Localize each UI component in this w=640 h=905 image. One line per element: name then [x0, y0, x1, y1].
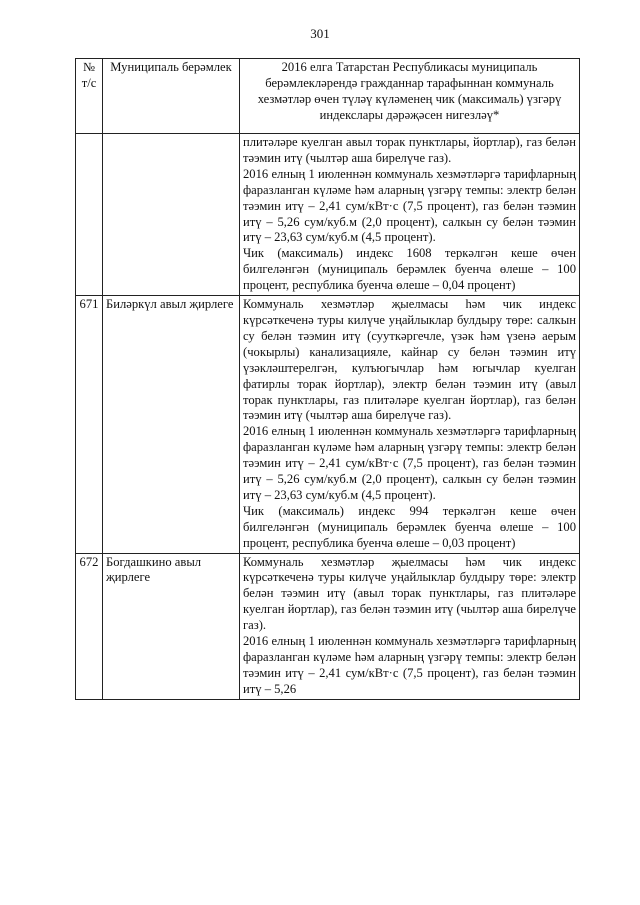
- row-description: [240, 553, 580, 699]
- paragraph: Коммуналь хезмәтләр җыелмасы һәм чик индекс күрсәткеченә туры килүче уңайлыклар булдыру төре: электр белән тәэмин итү (авыл торак пунктлары, газ плитәләре куелган йортлар), газ белән тәэмин итү (чылтәр аша бирелүче газ).: [243, 554, 576, 633]
- tariff-table: [75, 58, 580, 700]
- table-row: [76, 553, 580, 699]
- page-number: 301: [310, 26, 330, 41]
- paragraph: Коммуналь хезмәтләр җыелмасы һәм чик индекс күрсәткеченә туры килүче уңайлыклар булдыру төре: салкын су белән тәэмин итү (сууткәргечле, үзәк һәм үзенә аерым (чокырлы) канализацияле, кайнар су белән тәэмин итү үзәкләштерелгән, кулъюгычлар һәм югычлар куелган фатирлы торак йортлар), электр белән тәэмин итү (авыл торак пунктлары, газ плитәләре куелган йортлар), газ белән тәэмин итү (чылтәр аша бирелүче газ).: [243, 297, 576, 423]
- row-description: [240, 296, 580, 554]
- table-row: [76, 296, 580, 554]
- row-number: 671: [76, 296, 103, 554]
- paragraph: плитәләре куелган авыл торак пунктлары, йортлар), газ белән тәэмин итү (чылтәр аша бирелүче газ).: [243, 135, 576, 165]
- row-municipality: [103, 134, 240, 296]
- paragraph: 2016 елның 1 июленнән коммуналь хезмәтләргә тарифларның фаразланган күләме һәм аларның үзгәрү темпы: электр белән тәэмин итү – 2,41 сум/кВт·с (7,5 процент), газ белән тәэмин итү – 5,26 сум/куб.м (2,0 процент), салкын су белән тәэмин итү – 23,63 сум/куб.м (4,5 процент).: [243, 166, 576, 245]
- row-number: [76, 134, 103, 296]
- paragraph: 2016 елның 1 июленнән коммуналь хезмәтләргә тарифларның фаразланган күләме һәм аларның үзгәрү темпы: электр белән тәэмин итү – 2,41 сум/кВт·с (7,5 процент), газ белән тәэмин итү – 5,26 сум/куб.м (2,0 процент), салкын су белән тәэмин итү – 23,63 сум/куб.м (4,5 процент).: [243, 424, 576, 502]
- paragraph: Чик (максималь) индекс 994 теркәлгән кеше өчен билгеләнгән (муниципаль берәмлек буенча өлеше – 100 процент, республика буенча өлеше – 0,03 процент): [243, 503, 576, 550]
- header-description: 2016 елга Татарстан Республикасы муниципаль берәмлекләрендә гражданнар тарафыннан коммуналь хезмәтләр өчен түләү күләменең чик (максималь) үзгәрү индекслары дәрәҗәсен нигезләү*: [240, 59, 580, 134]
- header-municipality: Муниципаль берәмлек: [103, 59, 240, 134]
- table-row: [76, 134, 580, 296]
- row-description: [240, 134, 580, 296]
- paragraph: Чик (максималь) индекс 1608 теркәлгән кеше өчен билгеләнгән (муниципаль берәмлек буенча өлеше – 100 процент, республика буенча өлеше – 0,04 процент): [243, 246, 576, 293]
- row-municipality: Биләркүл авыл җирлеге: [103, 296, 240, 554]
- row-municipality: Богдашкино авыл җирлеге: [103, 553, 240, 699]
- header-number: № т/с: [76, 59, 103, 134]
- paragraph: 2016 елның 1 июленнән коммуналь хезмәтләргә тарифларның фаразланган күләме һәм аларның үзгәрү темпы: электр белән тәэмин итү – 2,41 сум/кВт·с (7,5 процент), газ белән тәэмин итү – 5,26: [243, 634, 576, 696]
- table-header-row: [76, 59, 580, 134]
- row-number: 672: [76, 553, 103, 699]
